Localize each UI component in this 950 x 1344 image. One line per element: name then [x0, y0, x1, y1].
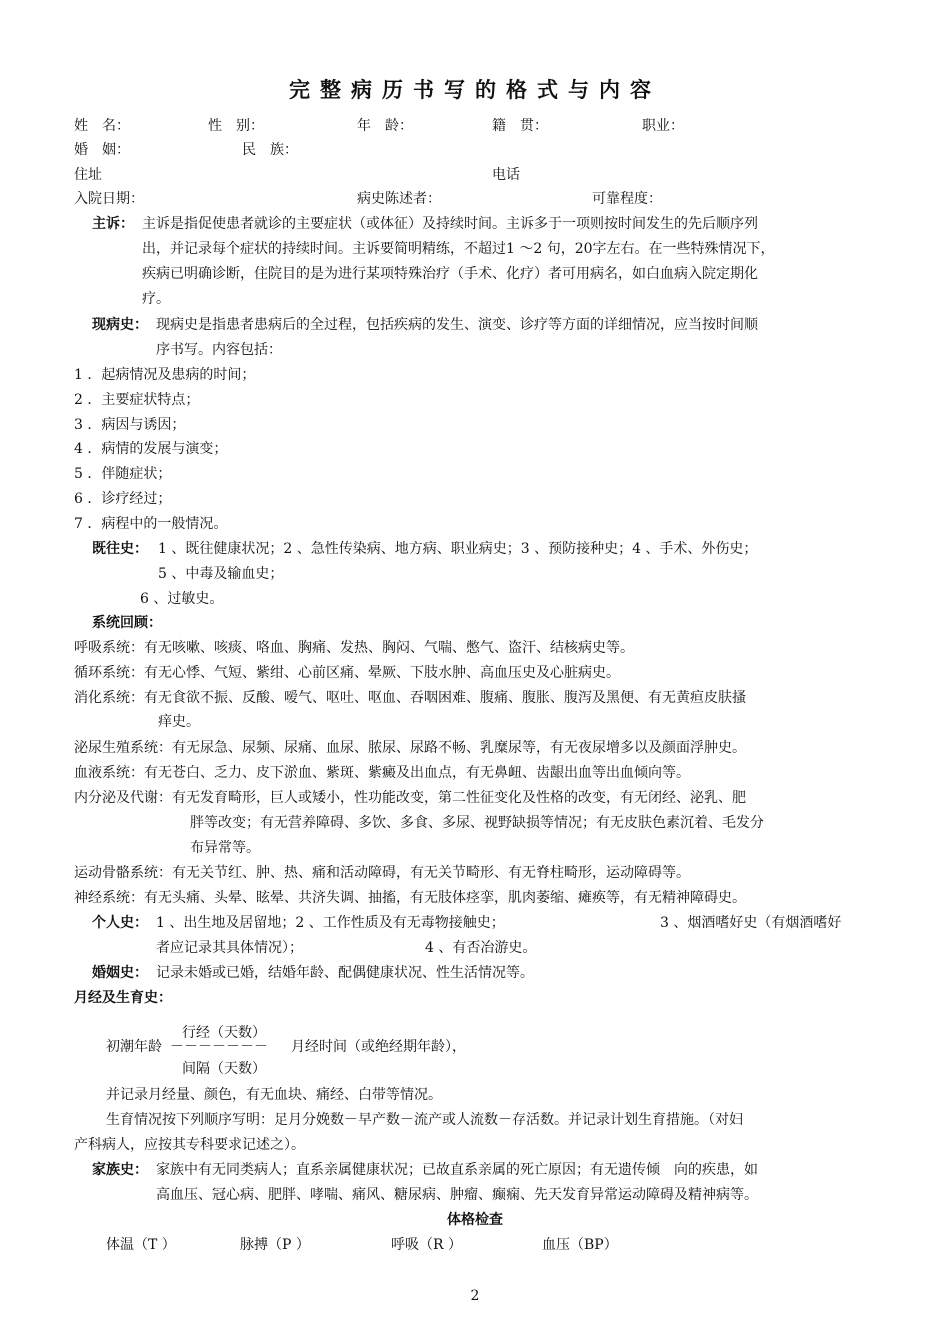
review-endocrine: 内分泌及代谢：有无发育畸形，巨人或矮小，性功能改变，第二性征变化及性格的改变，有无闭经、泌乳、肥 — [74, 790, 746, 806]
field-ethnicity: 民 族： — [242, 142, 298, 158]
field-phone: 电话 — [492, 167, 520, 183]
family-history-line: 高血压、冠心病、肥胖、哮喘、痛风、糖尿病、肿瘤、癫痫、先天发育异常运动障碍及精神病等。 — [156, 1187, 758, 1203]
review-musculoskeletal: 运动骨骼系统：有无关节红、肿、热、痛和活动障碍，有无关节畸形、有无脊柱畸形，运动障碍等。 — [74, 865, 690, 881]
family-history-label: 家族史： — [92, 1162, 148, 1178]
field-address: 住址 — [74, 167, 102, 183]
past-history-line: 1 、既往健康状况；2 、急性传染病、地方病、职业病史；3 、预防接种史；4 、手术、外伤史； — [158, 541, 758, 557]
review-circulatory: 循环系统：有无心悸、气短、紫绀、心前区痛、晕厥、下肢水肿、高血压史及心脏病史。 — [74, 665, 620, 681]
personal-history-label: 个人史： — [92, 915, 148, 931]
menstrual-history-label: 月经及生育史： — [74, 990, 172, 1006]
birth-history: 生育情况按下列顺序写明：足月分娩数－早产数－流产或人流数－存活数。并记录计划生育措施。（对妇 — [106, 1112, 743, 1128]
menstrual-record: 并记录月经量、颜色，有无血块、痛经、白带等情况。 — [106, 1087, 442, 1103]
formula-dashes: －－－－－－－ — [170, 1039, 268, 1055]
formula-denominator: 间隔（天数） — [182, 1061, 266, 1077]
present-illness-label: 现病史： — [92, 317, 148, 333]
list-item: 2 ．主要症状特点； — [74, 392, 200, 408]
chief-complaint-line: 主诉是指促使患者就诊的主要症状（或体征）及持续时间。主诉多于一项则按时间发生的先后顺序列 — [142, 216, 758, 232]
exam-respiration: 呼吸（R ） — [391, 1237, 462, 1253]
field-age: 年 龄： — [357, 118, 413, 134]
review-digestive: 消化系统：有无食欲不振、反酸、嗳气、呕吐、呕血、吞咽困难、腹痛、腹胀、腹泻及黑便、有无黄疸皮肤搔 — [74, 690, 746, 706]
review-urinary: 泌尿生殖系统：有无尿急、尿频、尿痛、血尿、脓尿、尿路不畅、乳糜尿等，有无夜尿增多以及颜面浮肿史。 — [74, 740, 746, 756]
field-reliability: 可靠程度： — [592, 191, 662, 207]
page-title: 完整病历书写的格式与内容 — [289, 78, 661, 102]
personal-history-part: 1 、出生地及居留地；2 、工作性质及有无毒物接触史； — [156, 915, 505, 931]
field-name: 姓 名： — [74, 118, 130, 134]
list-item: 7 ．病程中的一般情况。 — [74, 516, 228, 532]
list-item: 4 ．病情的发展与演变； — [74, 441, 228, 457]
chief-complaint-line: 疗。 — [142, 291, 170, 307]
marital-history-label: 婚姻史： — [92, 965, 148, 981]
review-blood: 血液系统：有无苍白、乏力、皮下淤血、紫斑、紫癜及出血点，有无鼻衄、齿龈出血等出血倾向等。 — [74, 765, 690, 781]
personal-history-part: 3 、烟酒嗜好史（有烟酒嗜好 — [660, 915, 842, 931]
page-number: 2 — [470, 1288, 480, 1304]
list-item: 5 ．伴随症状； — [74, 466, 172, 482]
exam-temperature: 体温（T ） — [106, 1237, 176, 1253]
field-narrator: 病史陈述者： — [357, 191, 441, 207]
field-origin: 籍 贯： — [492, 118, 548, 134]
formula-right: 月经时间（或绝经期年龄）， — [291, 1039, 466, 1055]
personal-history-part: 4 、有否冶游史。 — [425, 940, 537, 956]
review-nervous: 神经系统：有无头痛、头晕、眩晕、共济失调、抽搐，有无肢体痉挛，肌肉萎缩、瘫痪等，有无精神障碍史。 — [74, 890, 746, 906]
past-history-line: 5 、中毒及输血史； — [158, 566, 284, 582]
past-history-line: 6 、过敏史。 — [140, 591, 224, 607]
formula-numerator: 行经（天数） — [182, 1025, 266, 1041]
review-endocrine-cont: 胖等改变；有无营养障碍、多饮、多食、多尿、视野缺损等情况；有无皮肤色素沉着、毛发分 — [190, 815, 764, 831]
list-item: 3 ．病因与诱因； — [74, 417, 186, 433]
exam-pulse: 脉搏（P ） — [240, 1237, 310, 1253]
marital-history-text: 记录未婚或已婚，结婚年龄、配偶健康状况、性生活情况等。 — [156, 965, 534, 981]
review-endocrine-cont: 布异常等。 — [190, 840, 260, 856]
field-occupation: 职业： — [642, 118, 684, 134]
field-gender: 性 别： — [208, 118, 264, 134]
birth-history-cont: 产科病人，应按其专科要求记述之）。 — [74, 1137, 305, 1153]
exam-blood-pressure: 血压（BP） — [542, 1237, 618, 1253]
chief-complaint-line: 出，并记录每个症状的持续时间。主诉要简明精练，不超过1 ～2 句，20字左右。在一些特殊情况下， — [142, 241, 775, 257]
past-history-label: 既往史： — [92, 541, 148, 557]
field-admission-date: 入院日期： — [74, 191, 144, 207]
formula-left: 初潮年龄 — [106, 1039, 162, 1055]
field-marriage: 婚 姻： — [74, 142, 130, 158]
review-digestive-cont: 痒史。 — [158, 714, 200, 730]
chief-complaint-label: 主诉： — [92, 216, 134, 232]
chief-complaint-line: 疾病已明确诊断，住院目的是为进行某项特殊治疗（手术、化疗）者可用病名，如白血病入院定期化 — [142, 266, 758, 282]
list-item: 6 ．诊疗经过； — [74, 491, 172, 507]
physical-exam-title: 体格检查 — [447, 1212, 503, 1228]
present-illness-line: 现病史是指患者患病后的全过程，包括疾病的发生、演变、诊疗等方面的详细情况，应当按时间顺 — [156, 317, 758, 333]
system-review-label: 系统回顾： — [92, 615, 162, 631]
family-history-line: 家族中有无同类病人；直系亲属健康状况；已故直系亲属的死亡原因；有无遗传倾 向的疾患，如 — [156, 1162, 758, 1178]
personal-history-part: 者应记录其具体情况）； — [156, 940, 303, 956]
review-respiratory: 呼吸系统：有无咳嗽、咳痰、咯血、胸痛、发热、胸闷、气喘、憋气、盗汗、结核病史等。 — [74, 640, 634, 656]
list-item: 1 ．起病情况及患病的时间； — [74, 367, 256, 383]
present-illness-line: 序书写。内容包括： — [156, 342, 282, 358]
